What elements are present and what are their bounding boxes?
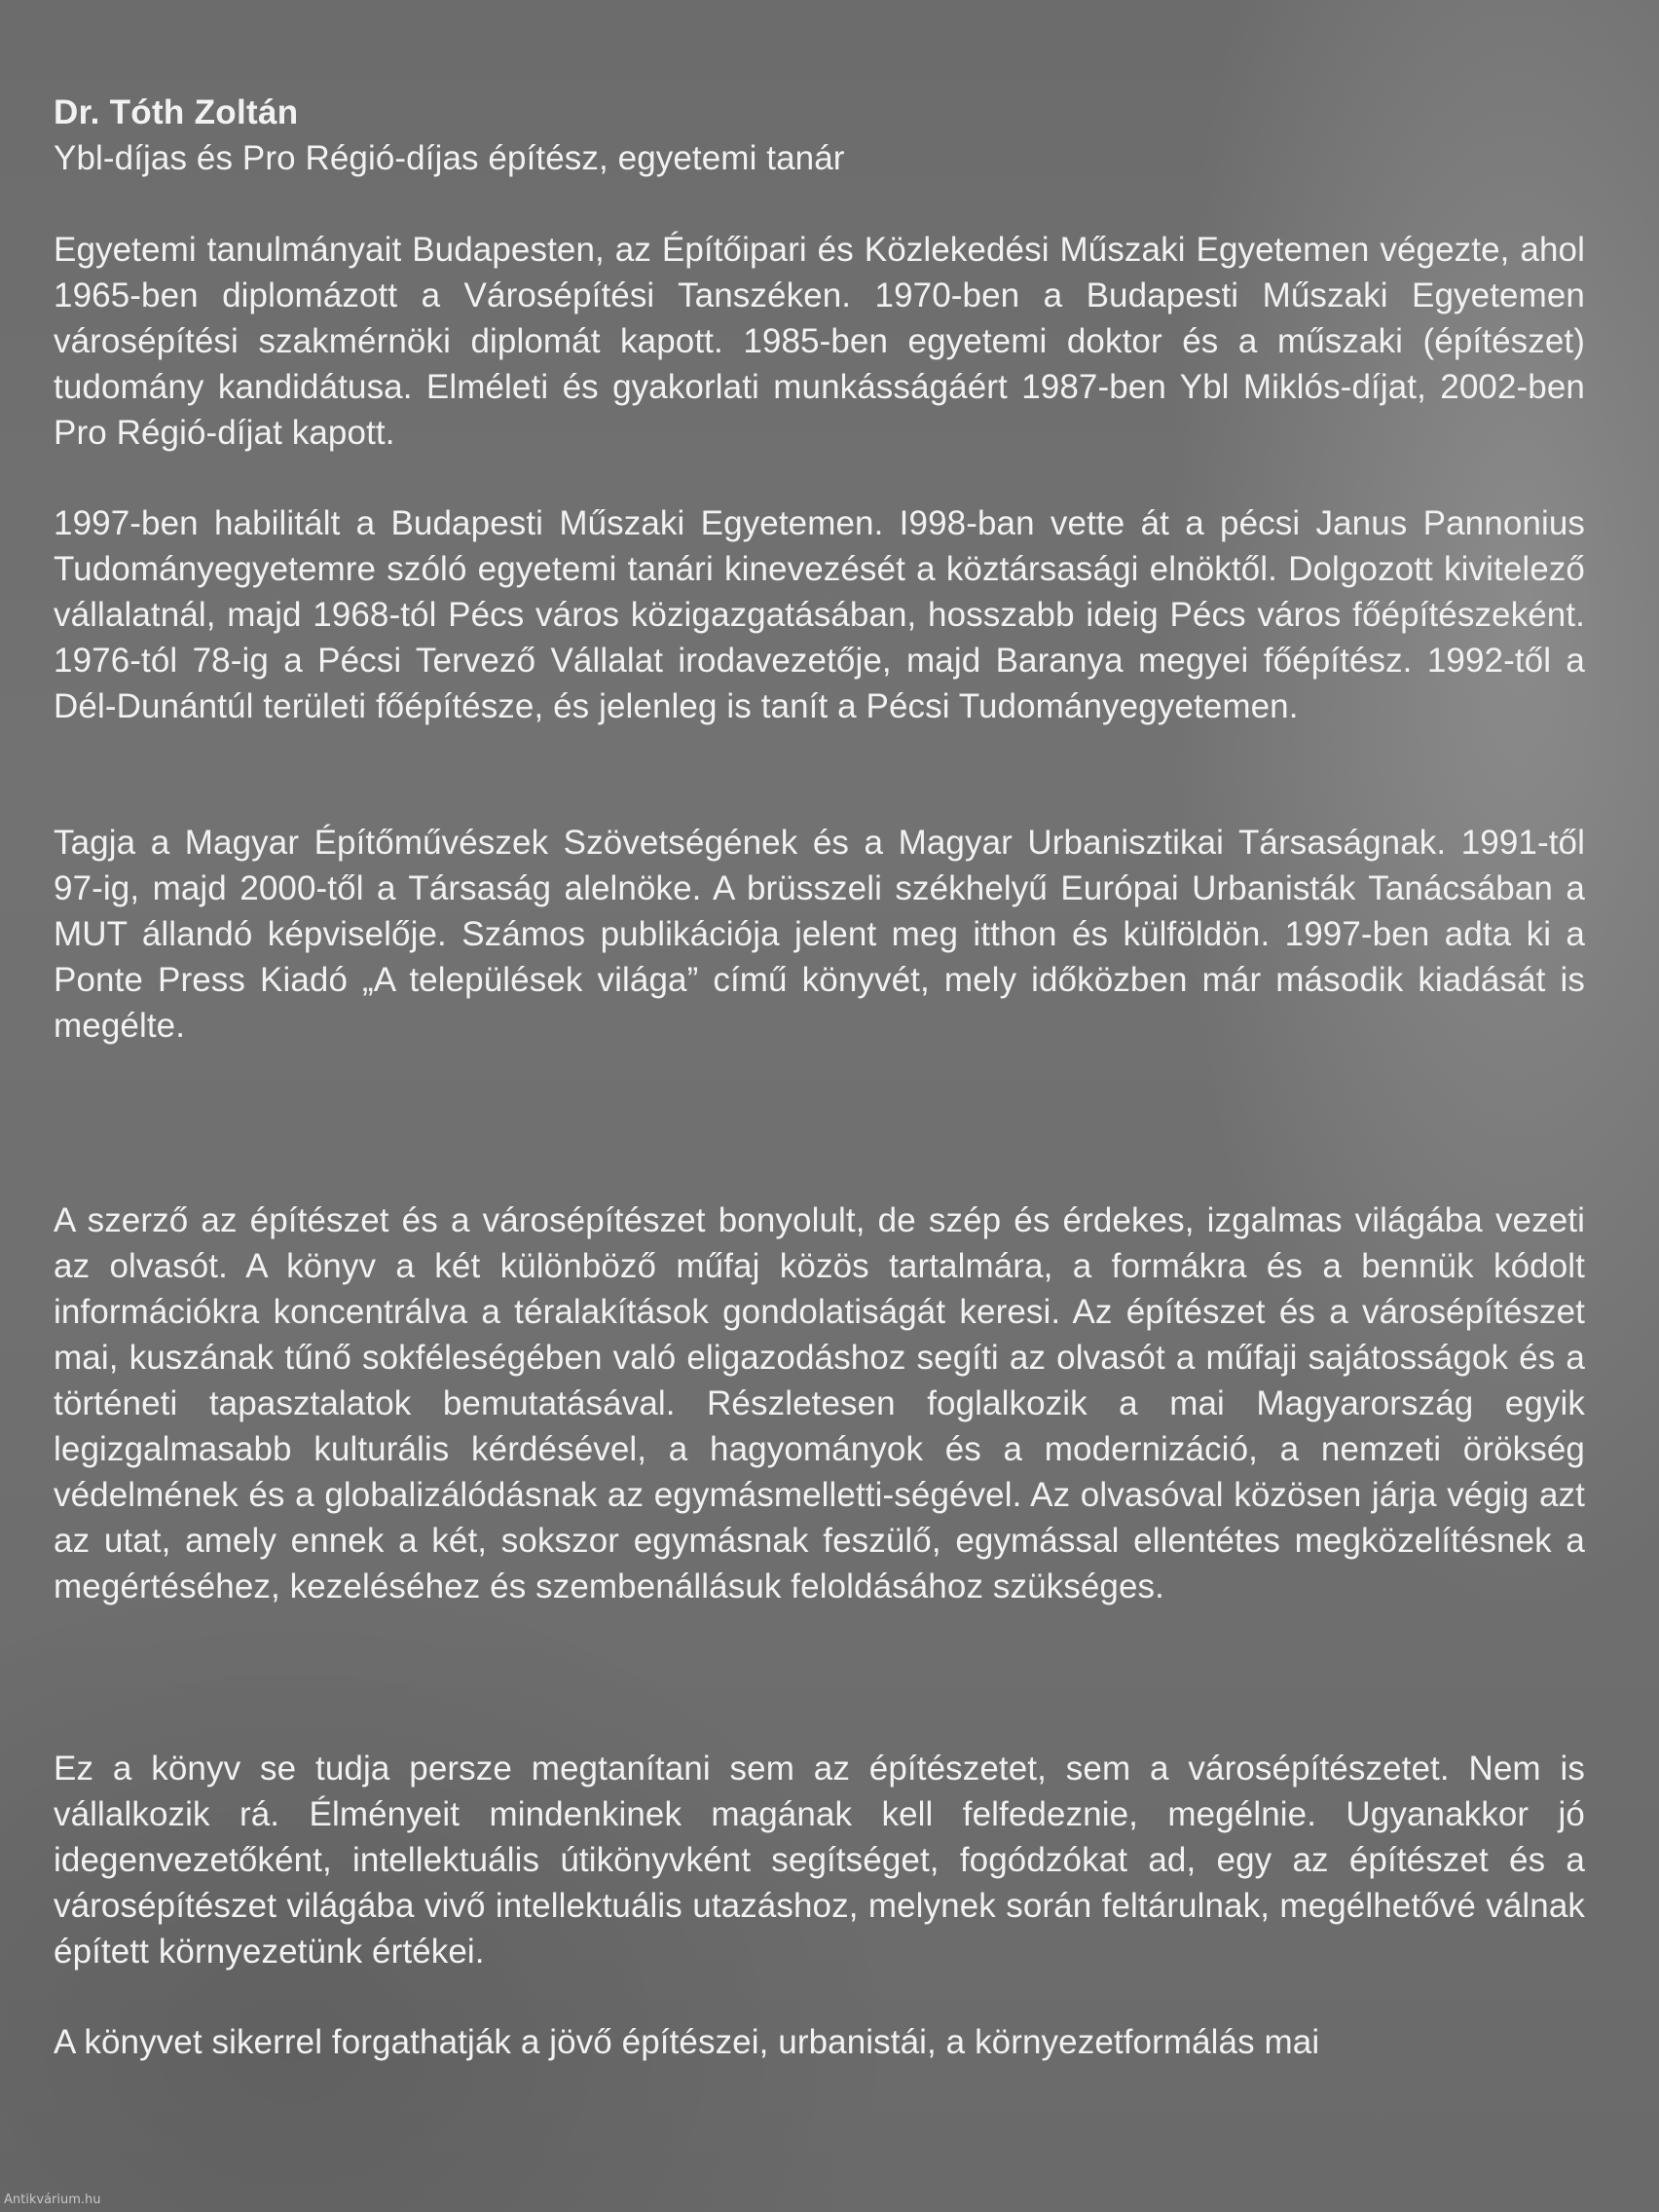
description-paragraph-1: A szerző az építészet és a városépítészet bonyolult, de szép és érdekes, izgalmas világába vezeti az olvasót. A könyv a két különböző műfaj közös tartalmára, a formákra és a bennük kódolt információkra koncentrálva a téralakítások gondolatiságát keresi. Az építészet és a városépítészet mai, kuszának tűnő sokféleségében való eligazodáshoz segíti az olvasót a műfaji sajátosságok és a történeti tapasztalatok bemutatásával. Részletesen foglalkozik a mai Magyarország egyik legizgalmasabb kulturális kérdésével, a hagyományok és a modernizáció, a nemzeti örökség védelmének és a globalizálódásnak az egymásmelletti-ségével. Az olvasóval közösen járja végig azt az utat, amely ennek a két, sokszor egymásnak feszülő, egymással ellentétes megközelítésnek a megértéséhez, kezeléséhez és szembenállásuk feloldásához szükséges. [54, 1201, 1585, 1605]
bio-paragraph-3: Tagja a Magyar Építőművészek Szövetségének és a Magyar Urbanisztikai Társaságnak. 1991-től 97-ig, majd 2000-től a Társaság alelnöke. A brüsszeli székhelyű Európai Urbanisták Tanácsában a MUT állandó képviselője. Számos publikációja jelent meg itthon és külföldön. 1997-ben adta ki a Ponte Press Kiadó „A települések világa” című könyvét, mely időközben már második kiadását is megélte. [54, 824, 1585, 1045]
author-name: Dr. Tóth Zoltán [54, 93, 299, 131]
author-title: Ybl-díjas és Pro Régió-díjas építész, egyetemi tanár [54, 139, 845, 177]
watermark-text: Antikvárium.hu [4, 2193, 101, 2207]
description-paragraph-3: A könyvet sikerrel forgathatják a jövő építészei, urbanistái, a környezetformálás mai [54, 2023, 1320, 2061]
bio-paragraph-1: Egyetemi tanulmányait Budapesten, az Építőipari és Közlekedési Műszaki Egyetemen végezte, ahol 1965-ben diplomázott a Városépítési Tanszéken. 1970-ben a Budapesti Műszaki Egyetemen városépítési szakmérnöki diplomát kapott. 1985-ben egyetemi doktor és a műszaki (építészet) tudomány kandidátusa. Elméleti és gyakorlati munkásságáért 1987-ben Ybl Miklós-díjat, 2002-ben Pro Régió-díjat kapott. [54, 231, 1585, 452]
description-paragraph-2: Ez a könyv se tudja persze megtanítani sem az építészetet, sem a városépítészetet. Nem is vállalkozik rá. Élményeit mindenkinek magának kell felfedeznie, megélnie. Ugyanakkor jó idegenvezetőként, intellektuális útikönyvként segítséget, fogódzókat ad, egy az építészet és a városépítészet világába vivő intellektuális utazáshoz, melynek során feltárulnak, megélhetővé válnak épített környezetünk értékei. [54, 1750, 1585, 1971]
bio-paragraph-2: 1997-ben habilitált a Budapesti Műszaki Egyetemen. I998-ban vette át a pécsi Janus Pannonius Tudományegyetemre szóló egyetemi tanári kinevezését a köztársasági elnöktől. Dolgozott kivitelező vállalatnál, majd 1968-tól Pécs város közigazgatásában, hosszabb ideig Pécs város főépítészeként. 1976-tól 78-ig a Pécsi Tervező Vállalat irodavezetője, majd Baranya megyei főépítész. 1992-től a Dél-Dunántúl területi főépítésze, és jelenleg is tanít a Pécsi Tudományegyetemen. [54, 504, 1585, 725]
